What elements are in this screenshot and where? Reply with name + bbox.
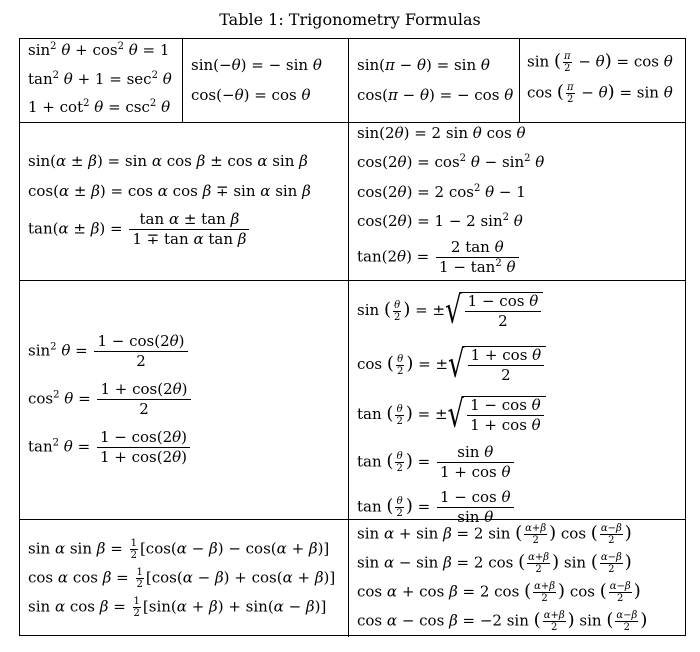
formula-product-sin-sin: sin α sin β = $\frac{1}{2}$ [cos(α − β) − cos(α + β)]	[28, 538, 330, 561]
formula-sum-sin-plus: sin α + sin β = 2 sin ( $\frac{\alpha+\beta}{2}$ ) cos ( $\frac{\alpha-\beta}{2}$ )	[357, 522, 632, 546]
col-divider-main	[348, 39, 349, 637]
formula-power-tan: $\tan^2 \theta$ = $\frac{1 - \cos(2\theta)}{1 + \cos(2\theta)}$	[28, 429, 192, 466]
formula-half-tan-2: tan ( $\frac{\theta}{2}$ ) = $\frac{\text{sin θ}}{\text{1 + cos θ}}$	[357, 444, 516, 481]
formula-power-cos: $\cos^2 \theta$ = $\frac{1 + \cos(2\theta)}{2}$	[28, 381, 193, 418]
formula-sum-tan: tan(α ± β) = $\frac{\text{tan α ± tan β}}{\text{1 ∓ tan α tan β}}$	[28, 211, 251, 248]
row-divider-1	[20, 122, 685, 123]
formula-power-sin: $\sin^2 \theta$ = $\frac{1 - \cos(2\theta)}{2}$	[28, 333, 190, 370]
formula-half-tan-3: tan ( $\frac{\theta}{2}$ ) = $\frac{\text{1 − cos θ}}{\text{sin θ}}$	[357, 489, 516, 526]
col-divider-3	[519, 39, 520, 122]
formula-pythagorean-1: $\sin^2 \theta + \cos^2 \theta = 1$	[28, 41, 170, 59]
formula-double-tan: tan(2θ) = $\frac{\text{2 tan θ}}{1 - \tan^2 \theta}$	[357, 239, 521, 276]
formula-negative-1: sin(−θ) = − sin θ	[191, 56, 322, 74]
formula-complement-1: sin ( $\frac{\pi}{2}$ − θ) = cos θ	[527, 50, 673, 74]
formula-product-cos-cos: cos α cos β = $\frac{1}{2}$ [cos(α − β) + cos(α + β)]	[28, 567, 336, 590]
row-divider-2	[20, 280, 685, 281]
formula-sum-sin-minus: sin α − sin β = 2 cos ( $\frac{\alpha+\beta}{2}$ ) sin ( $\frac{\alpha-\beta}{2}$ )	[357, 551, 632, 575]
formula-double-cos-3: cos(2θ) = 1 − 2 $\sin^2 \theta$	[357, 212, 523, 230]
formula-pythagorean-2: $\tan^2 \theta + 1 = \sec^2 \theta$	[28, 70, 172, 88]
col-divider-1	[182, 39, 183, 122]
formula-pythagorean-3: $1 + \cot^2 \theta = \csc^2 \theta$	[28, 98, 171, 116]
formula-half-tan-1: tan ( $\frac{\theta}{2}$ ) = ±√ $\frac{\text{1 − cos θ}}{\text{1 + cos θ}}$	[357, 396, 546, 434]
formula-table	[19, 38, 686, 636]
formula-sum-sin: sin(α ± β) = sin α cos β ± cos α sin β	[28, 152, 308, 170]
formula-product-sin-cos: sin α cos β = $\frac{1}{2}$ [sin(α + β) + sin(α − β)]	[28, 596, 327, 619]
formula-negative-2: cos(−θ) = cos θ	[191, 86, 311, 104]
formula-supplement-1: sin(π − θ) = sin θ	[357, 56, 490, 74]
formula-complement-2: cos ( $\frac{\pi}{2}$ − θ) = sin θ	[527, 81, 673, 105]
formula-sum-cos: cos(α ± β) = cos α cos β ∓ sin α sin β	[28, 182, 311, 200]
formula-sum-cos-plus: cos α + cos β = 2 cos ( $\frac{\alpha+\beta}{2}$ ) cos ( $\frac{\alpha-\beta}{2}$ )	[357, 580, 641, 604]
row-divider-3	[20, 519, 685, 520]
formula-double-cos-1: $\cos(2\theta) = \cos^2 \theta - \sin^2 \theta$	[357, 153, 545, 171]
formula-supplement-2: cos(π − θ) = − cos θ	[357, 86, 514, 104]
formula-double-cos-2: cos(2θ) = 2 $\cos^2 \theta - 1$	[357, 183, 526, 201]
formula-half-sin: sin ( $\frac{\theta}{2}$ ) = ±√ $\frac{\text{1 − cos θ}}{2}$	[357, 292, 543, 330]
formula-half-cos: cos ( $\frac{\theta}{2}$ ) = ±√ $\frac{\text{1 + cos θ}}{2}$	[357, 346, 546, 384]
formula-double-sin: sin(2θ) = 2 sin θ cos θ	[357, 124, 526, 142]
table-caption: Table 1: Trigonometry Formulas	[219, 10, 481, 29]
formula-sum-cos-minus: cos α − cos β = −2 sin ( $\frac{\alpha+\beta}{2}$ ) sin ( $\frac{\alpha-\beta}{2}$ )	[357, 609, 648, 633]
